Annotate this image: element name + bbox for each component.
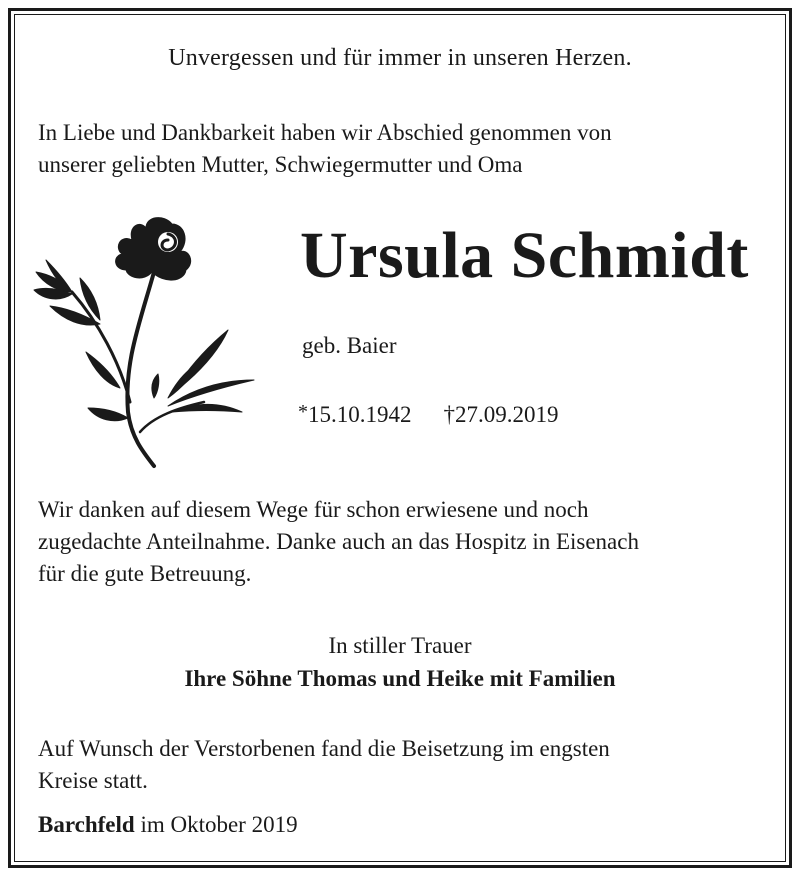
mourners-names: Ihre Söhne Thomas und Heike mit Familien — [184, 666, 616, 691]
thanks-text — [38, 494, 639, 590]
death-symbol: † — [443, 402, 455, 427]
place-date — [38, 809, 298, 841]
birth-symbol: * — [298, 401, 308, 423]
thanks-line-2: zugedachte Anteilnahme. Danke auch an das Hospitz in Eisenach — [38, 529, 639, 554]
thanks-line-3: für die gute Betreuung. — [38, 561, 252, 586]
birth-date: 15.10.1942 — [308, 402, 412, 427]
date-text: im Oktober 2019 — [140, 812, 298, 837]
rose-flower-icon — [28, 212, 258, 470]
death-date: 27.09.2019 — [455, 402, 559, 427]
maiden-name: geb. Baier — [302, 333, 397, 358]
place-name: Barchfeld — [38, 812, 135, 837]
burial-note — [38, 733, 610, 797]
burial-line-1: Auf Wunsch der Verstorbenen fand die Beisetzung im engsten — [38, 736, 610, 761]
headline: Unvergessen und für immer in unseren Herzen. — [168, 45, 632, 71]
intro-line-2: unserer geliebten Mutter, Schwiegermutter und Oma — [38, 152, 523, 177]
deceased-name: Ursula Schmidt — [300, 219, 749, 292]
burial-line-2: Kreise statt. — [38, 768, 148, 793]
life-dates — [298, 396, 559, 431]
thanks-line-1: Wir danken auf diesem Wege für schon erwiesene und noch — [38, 497, 589, 522]
intro-text — [38, 117, 612, 181]
mourning-intro: In stiller Trauer — [328, 633, 472, 658]
intro-line-1: In Liebe und Dankbarkeit haben wir Abschied genommen von — [38, 120, 612, 145]
